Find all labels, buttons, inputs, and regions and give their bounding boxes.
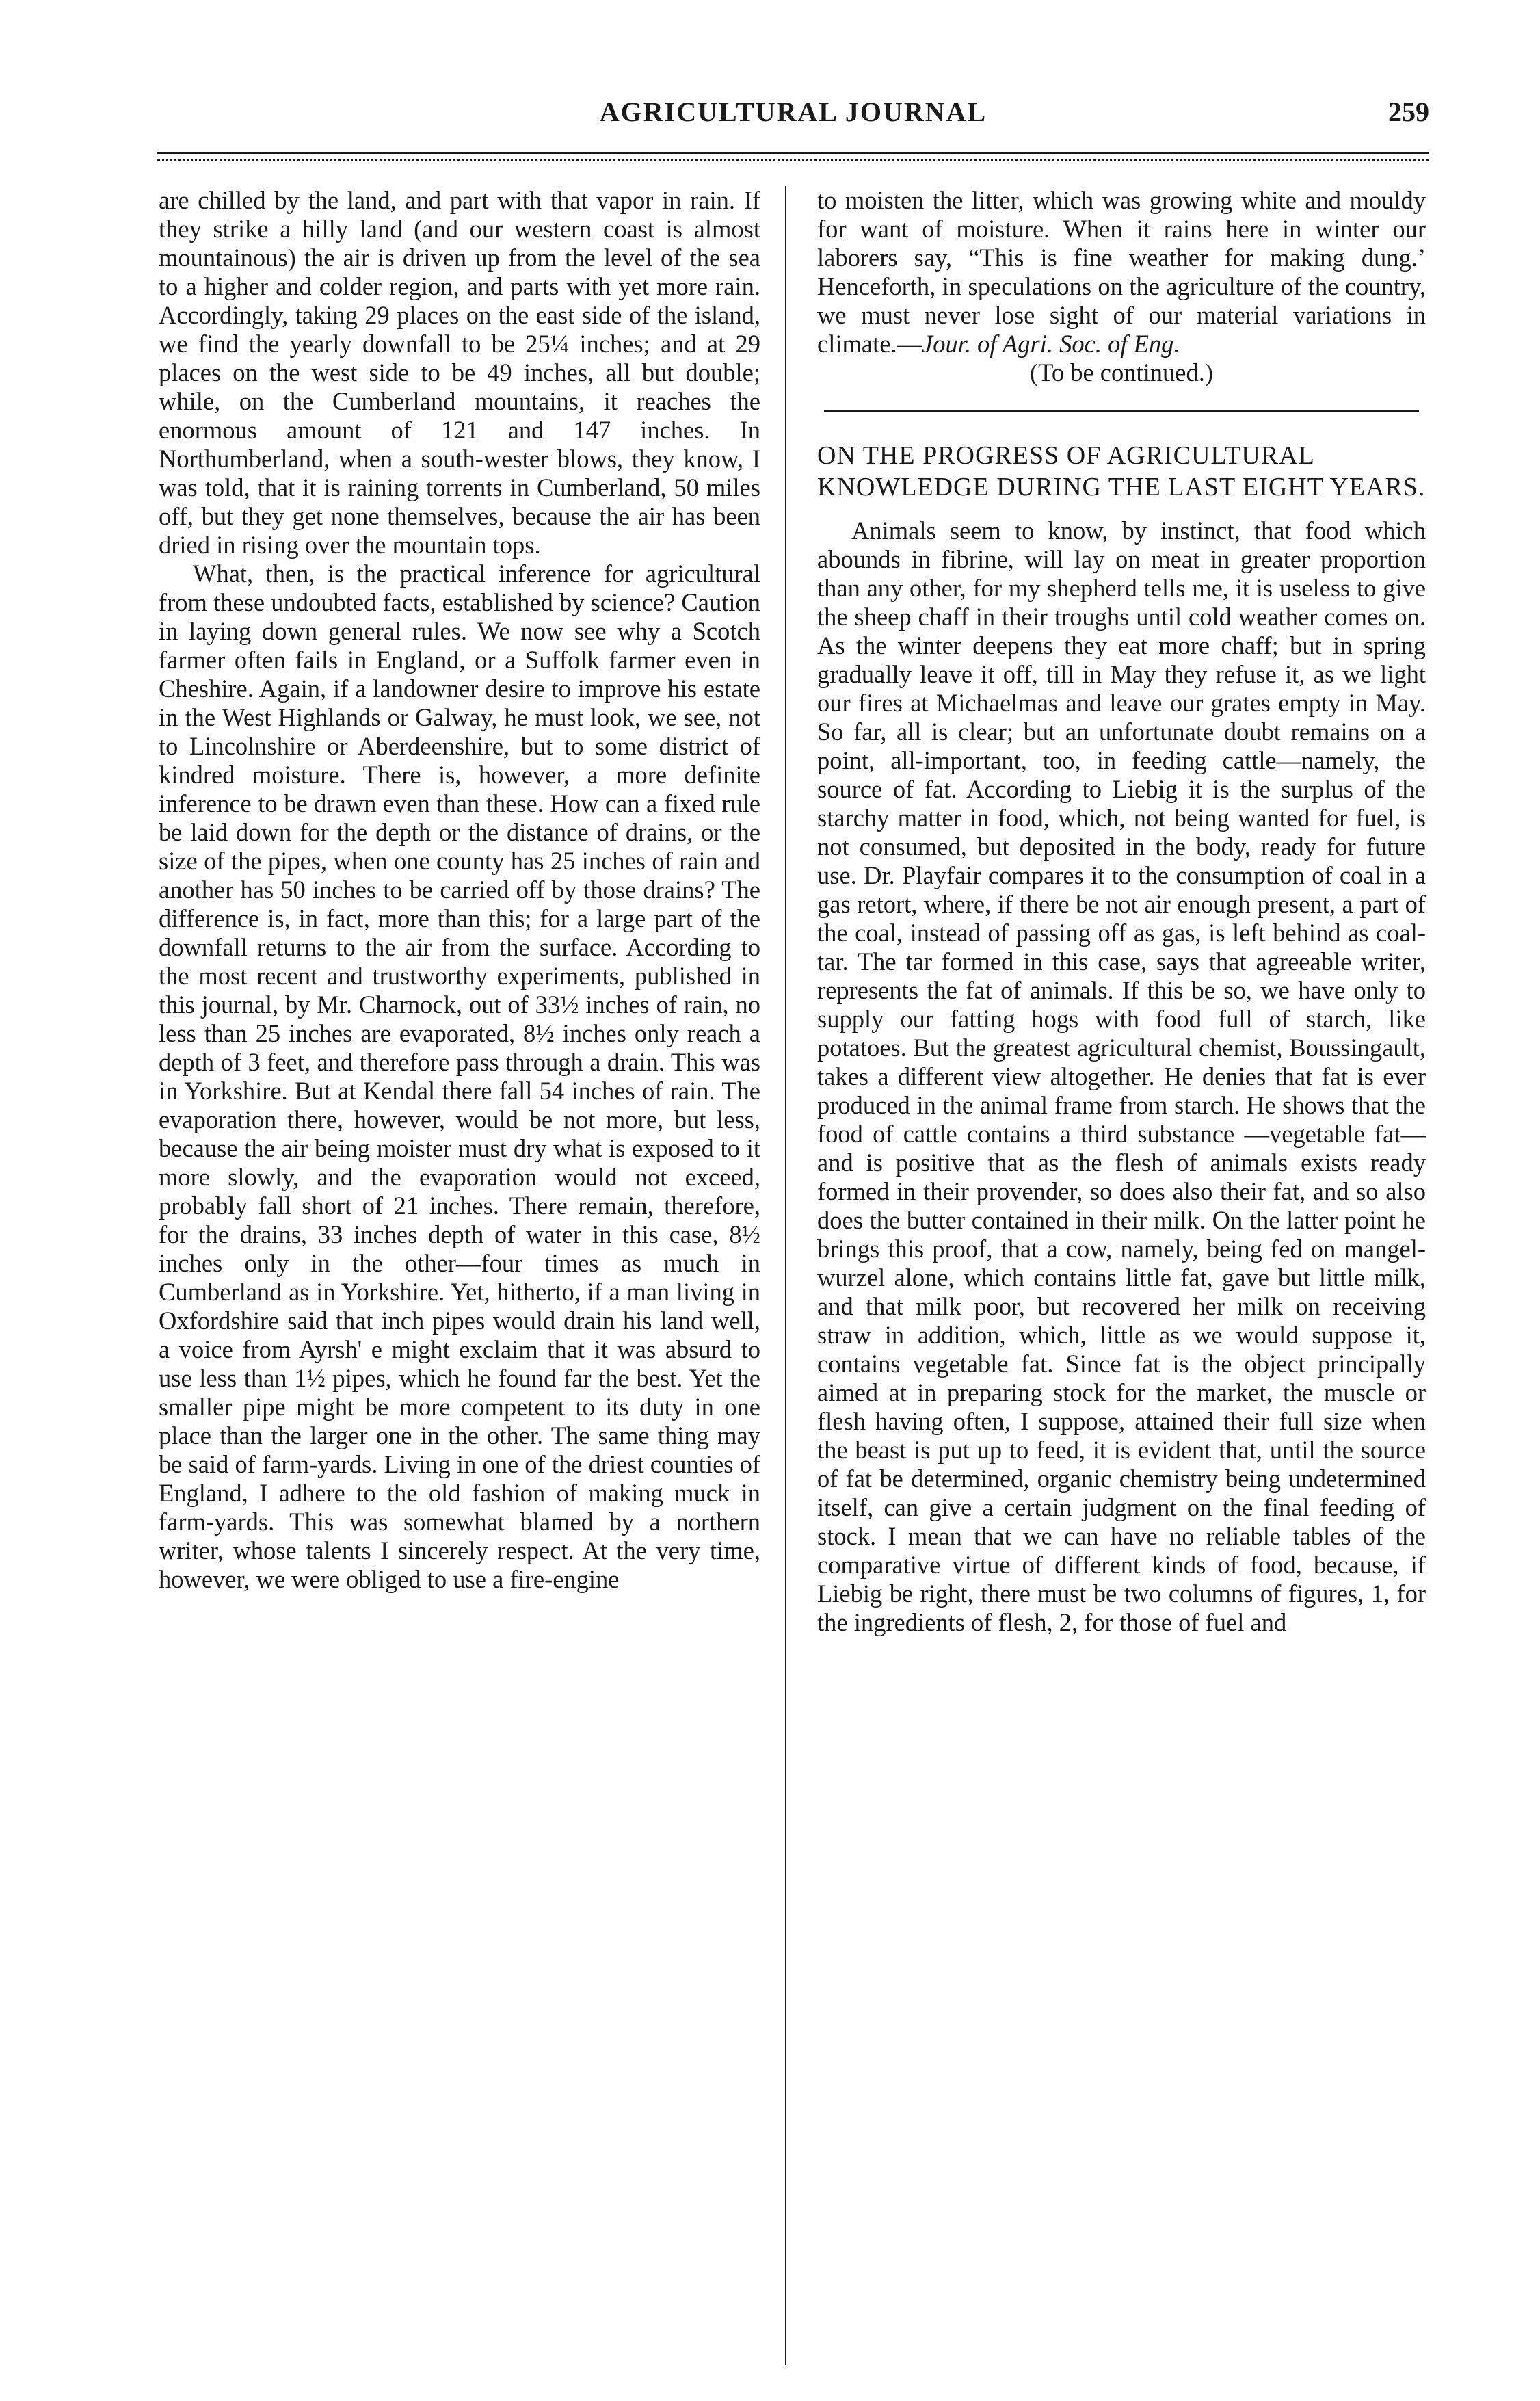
continuation-paragraph xyxy=(817,186,1426,358)
header-rule xyxy=(157,152,1429,154)
body-paragraph: are chilled by the land, and part with that vapor in rain. If they strike a hilly land (and our western coast is almost mountainous) the air is driven up from the level of the sea to a higher and colder region, and parts with yet more rain. Accordingly, taking 29 places on the east side of the island, we find the yearly downfall to be 25¼ inches; and at 29 places on the west side to be 49 inches, all but double; while, on the Cumberland mountains, it reaches the enormous amount of 121 and 147 inches. In Northumberland, when a south-wester blows, they know, I was told, that it is raining torrents in Cumberland, 50 miles off, but they get none themselves, because the air has been dried in rising over the mountain tops. xyxy=(159,186,760,559)
header-dotted-rule xyxy=(157,159,1429,161)
to-be-continued: (To be continued.) xyxy=(1029,358,1214,386)
body-paragraph: Animals seem to know, by instinct, that food which abounds in fibrine, will lay on meat in greater proportion than any other, for my shepherd tells me, it is useless to give the sheep chaff in their troughs until cold weather comes on. As the winter deepens they eat more chaff; but in spring gradually leave it off, till in May they refuse it, as we light our fires at Michaelmas and leave our grates empty in May. So far, all is clear; but an unfortunate doubt remains on a point, all-important, too, in feeding cattle—namely, the source of fat. According to Liebig it is the surplus of the starchy matter in food, which, not being wanted for fuel, is not consumed, but deposited in the body, ready for future use. Dr. Playfair compares it to the consumption of coal in a gas retort, where, if there be not air enough present, a part of the coal, instead of passing off as gas, is left behind as coal-tar. The tar formed in this case, says that agreeable writer, represents the fat of animals. If this be so, we have only to supply our fatting hogs with food full of starch, like potatoes. But the greatest agricultural chemist, Boussingault, takes a different view altogether. He denies that fat is ever produced in the animal frame from starch. He shows that the food of cattle contains a third substance —vegetable fat—and is positive that as the flesh of animals exists ready formed in their provender, so does also their fat, and so also does the butter contained in their milk. On the latter point he brings this proof, that a cow, namely, being fed on mangel-wurzel alone, which contains little fat, gave but little milk, and that milk poor, but recovered her milk on receiving straw in addition, which, little as we would suppose it, contains vegetable fat. Since fat is the object principally aimed at in preparing stock for the market, the muscle or flesh having often, I suppose, attained their full size when the beast is put up to feed, it is evident that, until the source of fat be determined, organic chemistry being undetermined itself, can give a certain judgment on the final feeding of stock. I mean that we can have no reliable tables of the comparative virtue of different kinds of food, because, if Liebig be right, there must be two columns of figures, 1, for the ingredients of flesh, 2, for those of fuel and xyxy=(817,516,1426,1636)
column-divider xyxy=(785,186,786,2365)
continuation-text: to moisten the litter, which was growing white and mouldy for want of moisture. When it rains here in winter our laborers say, “This is fine weather for making dung.’ Henceforth, in speculations on the agriculture of the country, we must never lose sight of our material variations in climate.— xyxy=(817,186,1426,358)
article-body xyxy=(817,516,1426,1637)
article-title: ON THE PROGRESS OF AGRICULTURAL KNOWLEDGE DURING THE LAST EIGHT YEARS. xyxy=(817,441,1426,501)
source-citation: Jour. of Agri. Soc. of Eng. xyxy=(922,330,1180,358)
article-separator xyxy=(824,410,1419,412)
body-paragraph: What, then, is the practical inference for agricultural from these undoubted facts, established by science? Caution in laying down general rules. We now see why a Scotch farmer often fails in England, or a Suffolk farmer even in Cheshire. Again, if a landowner desire to improve his estate in the West Highlands or Galway, he must look, we see, not to Lincolnshire or Aberdeenshire, but to some district of kindred moisture. There is, however, a more definite inference to be drawn even than these. How can a fixed rule be laid down for the depth or the distance of drains, or the size of the pipes, when one county has 25 inches of rain and another has 50 inches to be carried off by those drains? The difference is, in fact, more than this; for a large part of the downfall returns to the air from the surface. According to the most recent and trustworthy experiments, published in this journal, by Mr. Charnock, out of 33½ inches of rain, no less than 25 inches are evaporated, 8½ inches only reach a depth of 3 feet, and therefore pass through a drain. This was in Yorkshire. But at Kendal there fall 54 inches of rain. The evaporation there, however, would be not more, but less, because the air being moister must dry what is exposed to it more slowly, and the evaporation would not exceed, probably fall short of 21 inches. There remain, therefore, for the drains, 33 inches depth of water in this case, 8½ inches only in the other—four times as much in Cumberland as in Yorkshire. Yet, hitherto, if a man living in Oxfordshire said that inch pipes would drain his land well, a voice from Ayrsh' e might exclaim that it was absurd to use less than 1½ pipes, which he found far the best. Yet the smaller pipe might be more competent to its duty in one place than the larger one in the other. The same thing may be said of farm-yards. Living in one of the driest counties of England, I adhere to the old fashion of making muck in farm-yards. This was somewhat blamed by a northern writer, whose talents I sincerely respect. At the very time, however, we were obliged to use a fire-engine xyxy=(159,560,760,1593)
left-column xyxy=(159,186,760,1594)
page-number: 259 xyxy=(1388,96,1429,127)
running-title: AGRICULTURAL JOURNAL xyxy=(599,96,987,127)
right-column xyxy=(817,186,1426,1637)
running-header xyxy=(157,96,1429,137)
